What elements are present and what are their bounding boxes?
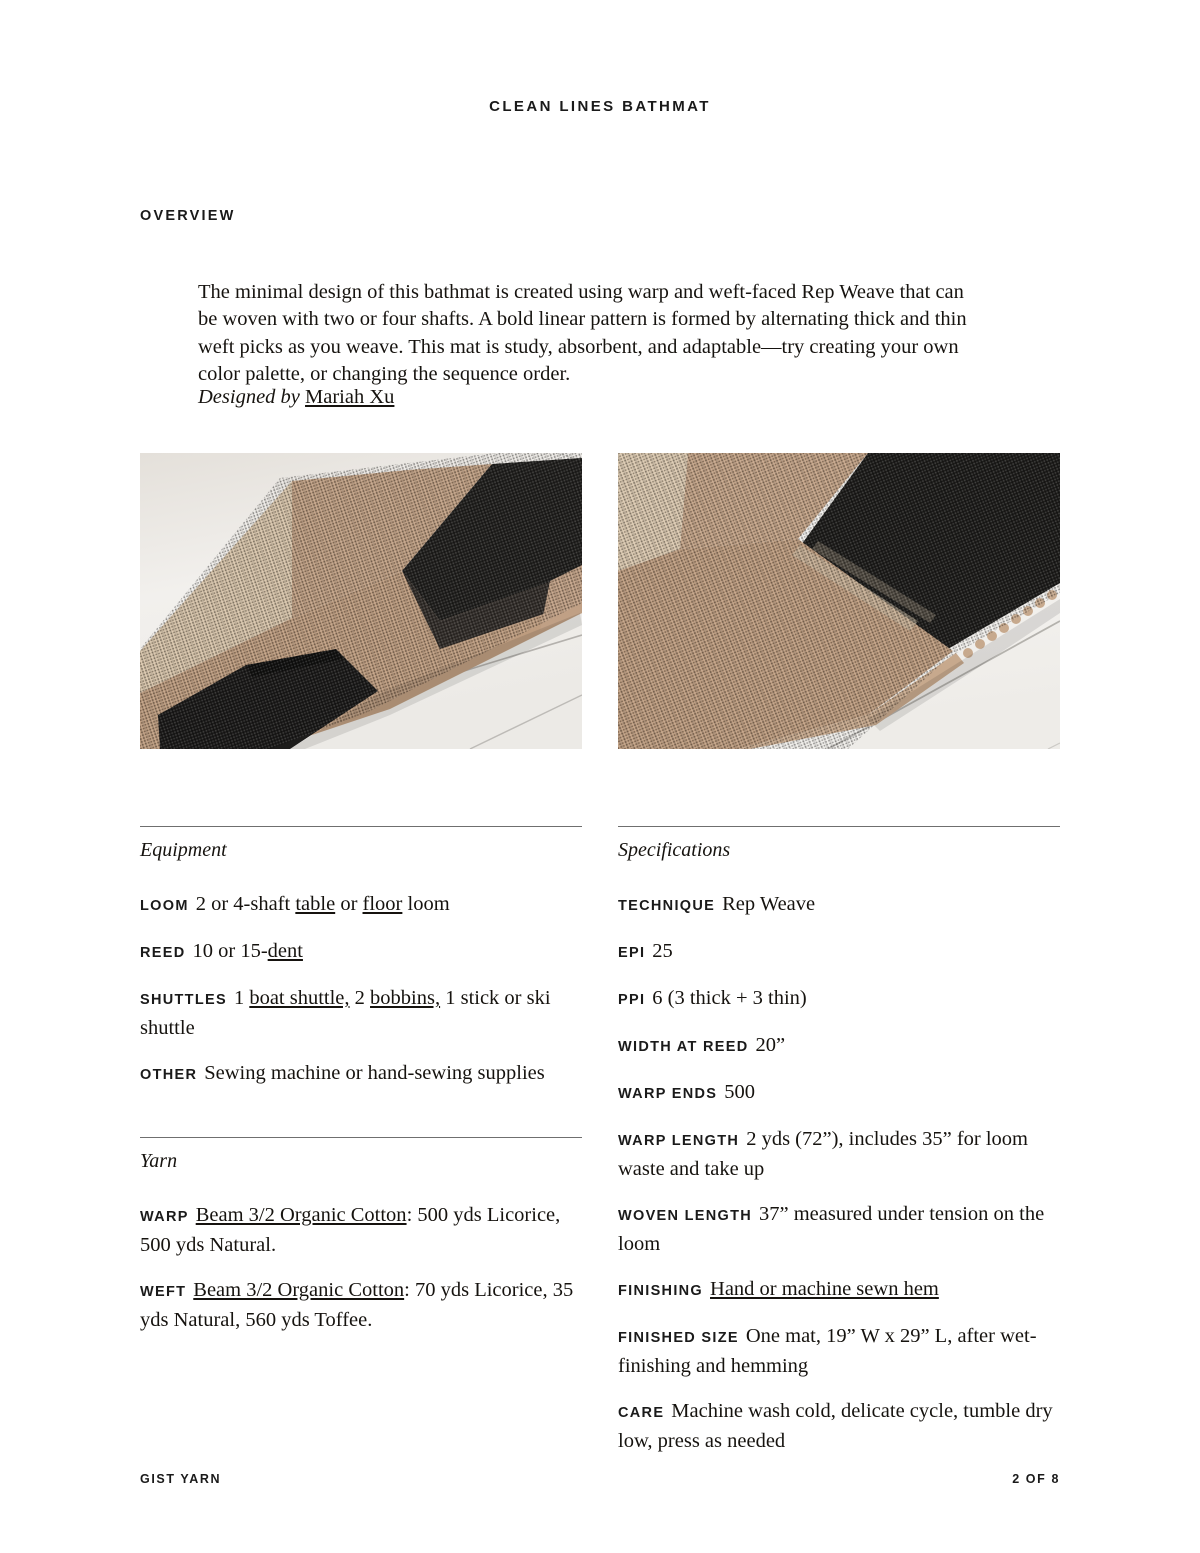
- spec-entry: [618, 1031, 1060, 1061]
- yarn-title: Yarn: [140, 1150, 178, 1172]
- spec-value-link[interactable]: bobbins,: [370, 987, 441, 1009]
- yarn-list: [140, 1201, 582, 1334]
- equipment-column: [140, 826, 582, 1334]
- spec-value-text: 37” measured under tension on the loom: [618, 1203, 1045, 1255]
- spec-entry-value: [140, 1279, 573, 1331]
- spec-value-text: or: [335, 893, 363, 915]
- spec-value-link[interactable]: Hand or machine sewn hem: [710, 1278, 939, 1300]
- spec-entry-value: [710, 1278, 939, 1300]
- page-footer: [140, 1472, 1060, 1486]
- spec-entry-value: [618, 1400, 1053, 1452]
- spec-entry: [618, 1078, 1060, 1108]
- specifications-title: Specifications: [618, 839, 731, 861]
- spec-entry-value: [140, 1204, 560, 1256]
- spec-entry-label: CARE: [618, 1405, 665, 1421]
- spec-entry-label: FINISHING: [618, 1283, 704, 1299]
- spec-entry: [140, 937, 582, 967]
- spec-value-text: Rep Weave: [722, 893, 816, 915]
- overview-heading: OVERVIEW: [140, 208, 236, 224]
- designed-by-label: Designed by: [198, 386, 300, 408]
- spec-entry-value: [652, 940, 673, 962]
- spec-value-text: Machine wash cold, delicate cycle, tumble dry low, press as needed: [618, 1400, 1053, 1452]
- spec-value-text: 20”: [755, 1034, 786, 1056]
- spec-entry-label: LOOM: [140, 898, 189, 914]
- spec-entry: [618, 1275, 1060, 1305]
- spec-entry-label: REED: [140, 945, 186, 961]
- spec-entry-label: OTHER: [140, 1067, 198, 1083]
- spec-entry: [140, 1276, 582, 1334]
- spec-entry: [140, 890, 582, 920]
- specifications-divider: [618, 826, 1060, 827]
- spec-entry-value: [196, 893, 450, 915]
- spec-entry-label: SHUTTLES: [140, 992, 227, 1008]
- spec-value-link[interactable]: Beam 3/2 Organic Cotton: [193, 1279, 405, 1301]
- spec-entry: [618, 1322, 1060, 1380]
- spec-entry-label: TECHNIQUE: [618, 898, 716, 914]
- bathmat-folded-corner-photo: [140, 453, 582, 749]
- spec-entry-label: WARP LENGTH: [618, 1133, 740, 1149]
- spec-value-text: 1: [233, 987, 250, 1009]
- spec-value-text: 1 stick or ski shuttle: [140, 987, 551, 1039]
- bathmat-edge-detail-photo: [618, 453, 1060, 749]
- spec-entry-value: [193, 940, 303, 962]
- spec-value-link[interactable]: table: [295, 893, 336, 915]
- spec-value-text: 25: [652, 940, 673, 962]
- spec-entry-label: WOVEN LENGTH: [618, 1208, 753, 1224]
- equipment-list: [140, 890, 582, 1089]
- spec-entry: [618, 984, 1060, 1014]
- spec-entry-value: [652, 987, 806, 1009]
- spec-entry-label: FINISHED SIZE: [618, 1330, 739, 1346]
- spec-entry-label: EPI: [618, 945, 646, 961]
- spec-value-text: One mat, 19” W x 29” L, after wet-finishing and hemming: [618, 1325, 1037, 1377]
- spec-entry: [140, 1201, 582, 1259]
- designed-by-line: [198, 384, 394, 411]
- spec-value-text: 6 (3 thick + 3 thin): [652, 987, 807, 1009]
- spec-value-text: 10 or 15-: [192, 940, 268, 962]
- spec-value-link[interactable]: dent: [267, 940, 303, 962]
- overview-paragraph: The minimal design of this bathmat is created using warp and weft-faced Rep Weave that can be woven with two or four shafts. A bold linear pattern is formed by alternating thick and thin weft picks as you weave. This mat is study, absorbent, and adaptable—try creating your own color palette, or changing the sequence order.: [198, 280, 967, 385]
- footer-brand: GIST YARN: [140, 1472, 222, 1486]
- spec-entry-label: WARP ENDS: [618, 1086, 718, 1102]
- spec-entry: [618, 1397, 1060, 1455]
- spec-value-link[interactable]: boat shuttle,: [249, 987, 350, 1009]
- spec-value-text: : 500 yds Licorice, 500 yds Natural.: [140, 1204, 561, 1256]
- spec-entry-value: [724, 1081, 755, 1103]
- spec-value-text: 2: [349, 987, 371, 1009]
- spec-value-text: 2 or 4-shaft: [195, 893, 296, 915]
- spec-entry: [618, 1200, 1060, 1258]
- spec-value-text: loom: [402, 893, 450, 915]
- spec-value-link[interactable]: Beam 3/2 Organic Cotton: [195, 1204, 407, 1226]
- spec-entry-label: WIDTH AT REED: [618, 1039, 749, 1055]
- designer-link[interactable]: Mariah Xu: [305, 386, 395, 408]
- yarn-divider: [140, 1137, 582, 1138]
- spec-entry-label: WEFT: [140, 1284, 187, 1300]
- specifications-list: [618, 890, 1060, 1455]
- spec-entry-value: [755, 1034, 785, 1056]
- equipment-divider: [140, 826, 582, 827]
- spec-value-text: : 70 yds Licorice, 35 yds Natural, 560 yds Toffee.: [140, 1279, 574, 1331]
- spec-entry: [618, 937, 1060, 967]
- spec-entry-label: WARP: [140, 1209, 189, 1225]
- specifications-column: [618, 826, 1060, 1455]
- spec-value-text: 500: [724, 1081, 756, 1103]
- spec-entry: [140, 1059, 582, 1089]
- equipment-title: Equipment: [140, 839, 227, 861]
- page-title: CLEAN LINES BATHMAT: [489, 98, 711, 115]
- footer-page-number: 2 OF 8: [1012, 1472, 1060, 1486]
- spec-value-text: Sewing machine or hand-sewing supplies: [204, 1062, 545, 1084]
- spec-entry: [140, 984, 582, 1042]
- spec-value-link[interactable]: floor: [362, 893, 403, 915]
- spec-entry: [618, 1125, 1060, 1183]
- spec-entry-label: PPI: [618, 992, 646, 1008]
- spec-entry-value: [722, 893, 815, 915]
- spec-entry: [618, 890, 1060, 920]
- spec-value-text: 2 yds (72”), includes 35” for loom waste and take up: [618, 1128, 1029, 1180]
- yarn-block: [140, 1137, 582, 1334]
- spec-entry-value: [204, 1062, 544, 1084]
